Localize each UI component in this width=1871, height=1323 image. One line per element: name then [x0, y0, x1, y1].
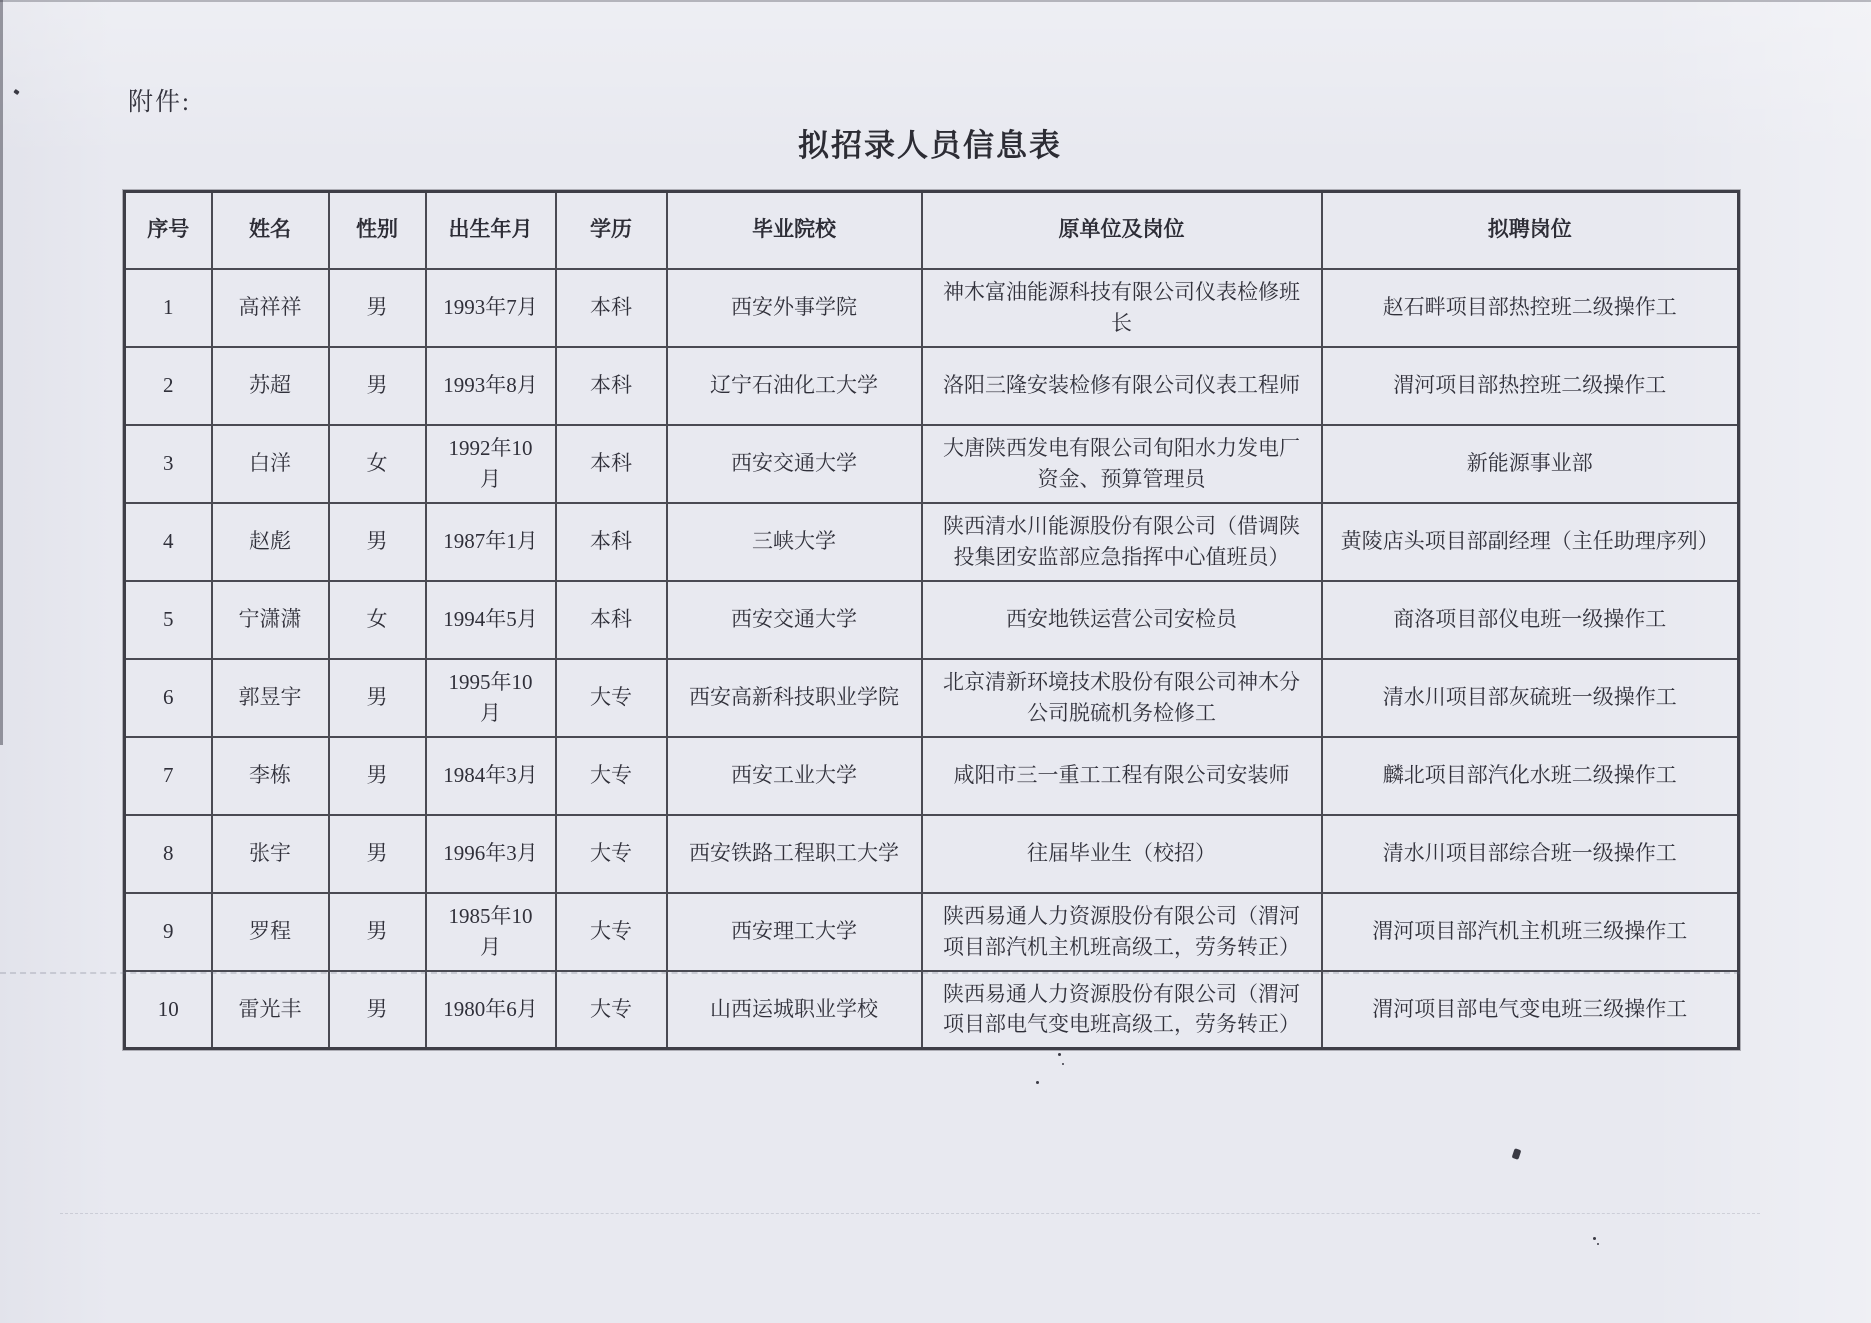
table-row [125, 971, 1739, 1049]
cell-education: 大专 [556, 971, 667, 1049]
cell-name: 高祥祥 [212, 269, 329, 347]
cell-previous: 神木富油能源科技有限公司仪表检修班长 [922, 269, 1322, 347]
cell-gender: 男 [329, 347, 426, 425]
cell-birth: 1994年5月 [426, 581, 556, 659]
cell-gender: 男 [329, 893, 426, 971]
cell-index: 9 [125, 893, 212, 971]
header-cell-index: 序号 [125, 192, 212, 269]
cell-name: 郭昱宇 [212, 659, 329, 737]
cell-previous: 陕西清水川能源股份有限公司（借调陕投集团安监部应急指挥中心值班员） [922, 503, 1322, 581]
cell-name: 苏超 [212, 347, 329, 425]
cell-index: 7 [125, 737, 212, 815]
cell-proposed: 渭河项目部汽机主机班三级操作工 [1322, 893, 1739, 971]
cell-gender: 男 [329, 269, 426, 347]
table-row [125, 893, 1739, 971]
cell-gender: 男 [329, 737, 426, 815]
scan-fold-line [60, 1213, 1760, 1214]
cell-birth: 1992年10月 [426, 425, 556, 503]
table-row [125, 815, 1739, 893]
header-cell-previous: 原单位及岗位 [922, 192, 1322, 269]
cell-index: 10 [125, 971, 212, 1049]
cell-index: 6 [125, 659, 212, 737]
table-row [125, 503, 1739, 581]
cell-school: 西安铁路工程职工大学 [667, 815, 922, 893]
cell-birth: 1996年3月 [426, 815, 556, 893]
table-row [125, 659, 1739, 737]
cell-birth: 1993年7月 [426, 269, 556, 347]
cell-school: 山西运城职业学校 [667, 971, 922, 1049]
scan-fold-line [0, 972, 1740, 974]
cell-school: 西安交通大学 [667, 425, 922, 503]
cell-name: 李栋 [212, 737, 329, 815]
cell-education: 大专 [556, 737, 667, 815]
cell-gender: 女 [329, 581, 426, 659]
cell-proposed: 赵石畔项目部热控班二级操作工 [1322, 269, 1739, 347]
cell-school: 西安高新科技职业学院 [667, 659, 922, 737]
table-header [125, 192, 1739, 269]
page-title: 拟招录人员信息表 [798, 128, 1062, 163]
scan-edge-top [0, 0, 1871, 2]
cell-index: 4 [125, 503, 212, 581]
cell-name: 雷光丰 [212, 971, 329, 1049]
table-row [125, 425, 1739, 503]
ink-speck [1036, 1081, 1039, 1084]
cell-gender: 男 [329, 815, 426, 893]
header-cell-education: 学历 [556, 192, 667, 269]
cell-birth: 1995年10月 [426, 659, 556, 737]
cell-index: 8 [125, 815, 212, 893]
cell-birth: 1987年1月 [426, 503, 556, 581]
header-cell-school: 毕业院校 [667, 192, 922, 269]
cell-birth: 1984年3月 [426, 737, 556, 815]
table-body [125, 269, 1739, 1049]
ink-speck [1593, 1237, 1596, 1240]
cell-proposed: 渭河项目部热控班二级操作工 [1322, 347, 1739, 425]
cell-gender: 男 [329, 659, 426, 737]
header-cell-gender: 性别 [329, 192, 426, 269]
cell-name: 罗程 [212, 893, 329, 971]
cell-index: 2 [125, 347, 212, 425]
attachment-label: 附件: [128, 89, 191, 116]
scan-edge-left [0, 0, 3, 745]
cell-birth: 1980年6月 [426, 971, 556, 1049]
cell-education: 本科 [556, 581, 667, 659]
cell-education: 本科 [556, 269, 667, 347]
cell-proposed: 麟北项目部汽化水班二级操作工 [1322, 737, 1739, 815]
table-row [125, 737, 1739, 815]
ink-speck [1062, 1063, 1064, 1065]
header-cell-birth: 出生年月 [426, 192, 556, 269]
cell-education: 本科 [556, 503, 667, 581]
cell-name: 张宇 [212, 815, 329, 893]
cell-birth: 1985年10月 [426, 893, 556, 971]
recruit-info-table [123, 190, 1740, 1050]
cell-gender: 男 [329, 971, 426, 1049]
cell-school: 西安理工大学 [667, 893, 922, 971]
cell-education: 本科 [556, 425, 667, 503]
cell-name: 宁潇潇 [212, 581, 329, 659]
header-cell-name: 姓名 [212, 192, 329, 269]
cell-proposed: 清水川项目部综合班一级操作工 [1322, 815, 1739, 893]
ink-speck [1512, 1148, 1522, 1160]
cell-name: 赵彪 [212, 503, 329, 581]
cell-school: 西安外事学院 [667, 269, 922, 347]
cell-previous: 大唐陕西发电有限公司旬阳水力发电厂资金、预算管理员 [922, 425, 1322, 503]
table-header-row [125, 192, 1739, 269]
ink-speck [13, 89, 19, 95]
cell-previous: 咸阳市三一重工工程有限公司安装师 [922, 737, 1322, 815]
cell-index: 1 [125, 269, 212, 347]
cell-gender: 女 [329, 425, 426, 503]
cell-school: 西安交通大学 [667, 581, 922, 659]
cell-gender: 男 [329, 503, 426, 581]
table-row [125, 581, 1739, 659]
cell-previous: 往届毕业生（校招） [922, 815, 1322, 893]
cell-proposed: 清水川项目部灰硫班一级操作工 [1322, 659, 1739, 737]
table-row [125, 269, 1739, 347]
cell-index: 3 [125, 425, 212, 503]
cell-index: 5 [125, 581, 212, 659]
cell-education: 本科 [556, 347, 667, 425]
cell-birth: 1993年8月 [426, 347, 556, 425]
cell-education: 大专 [556, 659, 667, 737]
cell-previous: 西安地铁运营公司安检员 [922, 581, 1322, 659]
table-row [125, 347, 1739, 425]
cell-education: 大专 [556, 815, 667, 893]
cell-proposed: 渭河项目部电气变电班三级操作工 [1322, 971, 1739, 1049]
cell-previous: 洛阳三隆安装检修有限公司仪表工程师 [922, 347, 1322, 425]
ink-speck [1597, 1243, 1599, 1245]
cell-previous: 陕西易通人力资源股份有限公司（渭河项目部汽机主机班高级工，劳务转正） [922, 893, 1322, 971]
ink-speck [1058, 1053, 1061, 1056]
cell-school: 西安工业大学 [667, 737, 922, 815]
cell-education: 大专 [556, 893, 667, 971]
cell-name: 白洋 [212, 425, 329, 503]
cell-previous: 陕西易通人力资源股份有限公司（渭河项目部电气变电班高级工，劳务转正） [922, 971, 1322, 1049]
cell-proposed: 新能源事业部 [1322, 425, 1739, 503]
cell-proposed: 商洛项目部仪电班一级操作工 [1322, 581, 1739, 659]
cell-school: 辽宁石油化工大学 [667, 347, 922, 425]
header-cell-proposed: 拟聘岗位 [1322, 192, 1739, 269]
cell-previous: 北京清新环境技术股份有限公司神木分公司脱硫机务检修工 [922, 659, 1322, 737]
cell-school: 三峡大学 [667, 503, 922, 581]
cell-proposed: 黄陵店头项目部副经理（主任助理序列） [1322, 503, 1739, 581]
